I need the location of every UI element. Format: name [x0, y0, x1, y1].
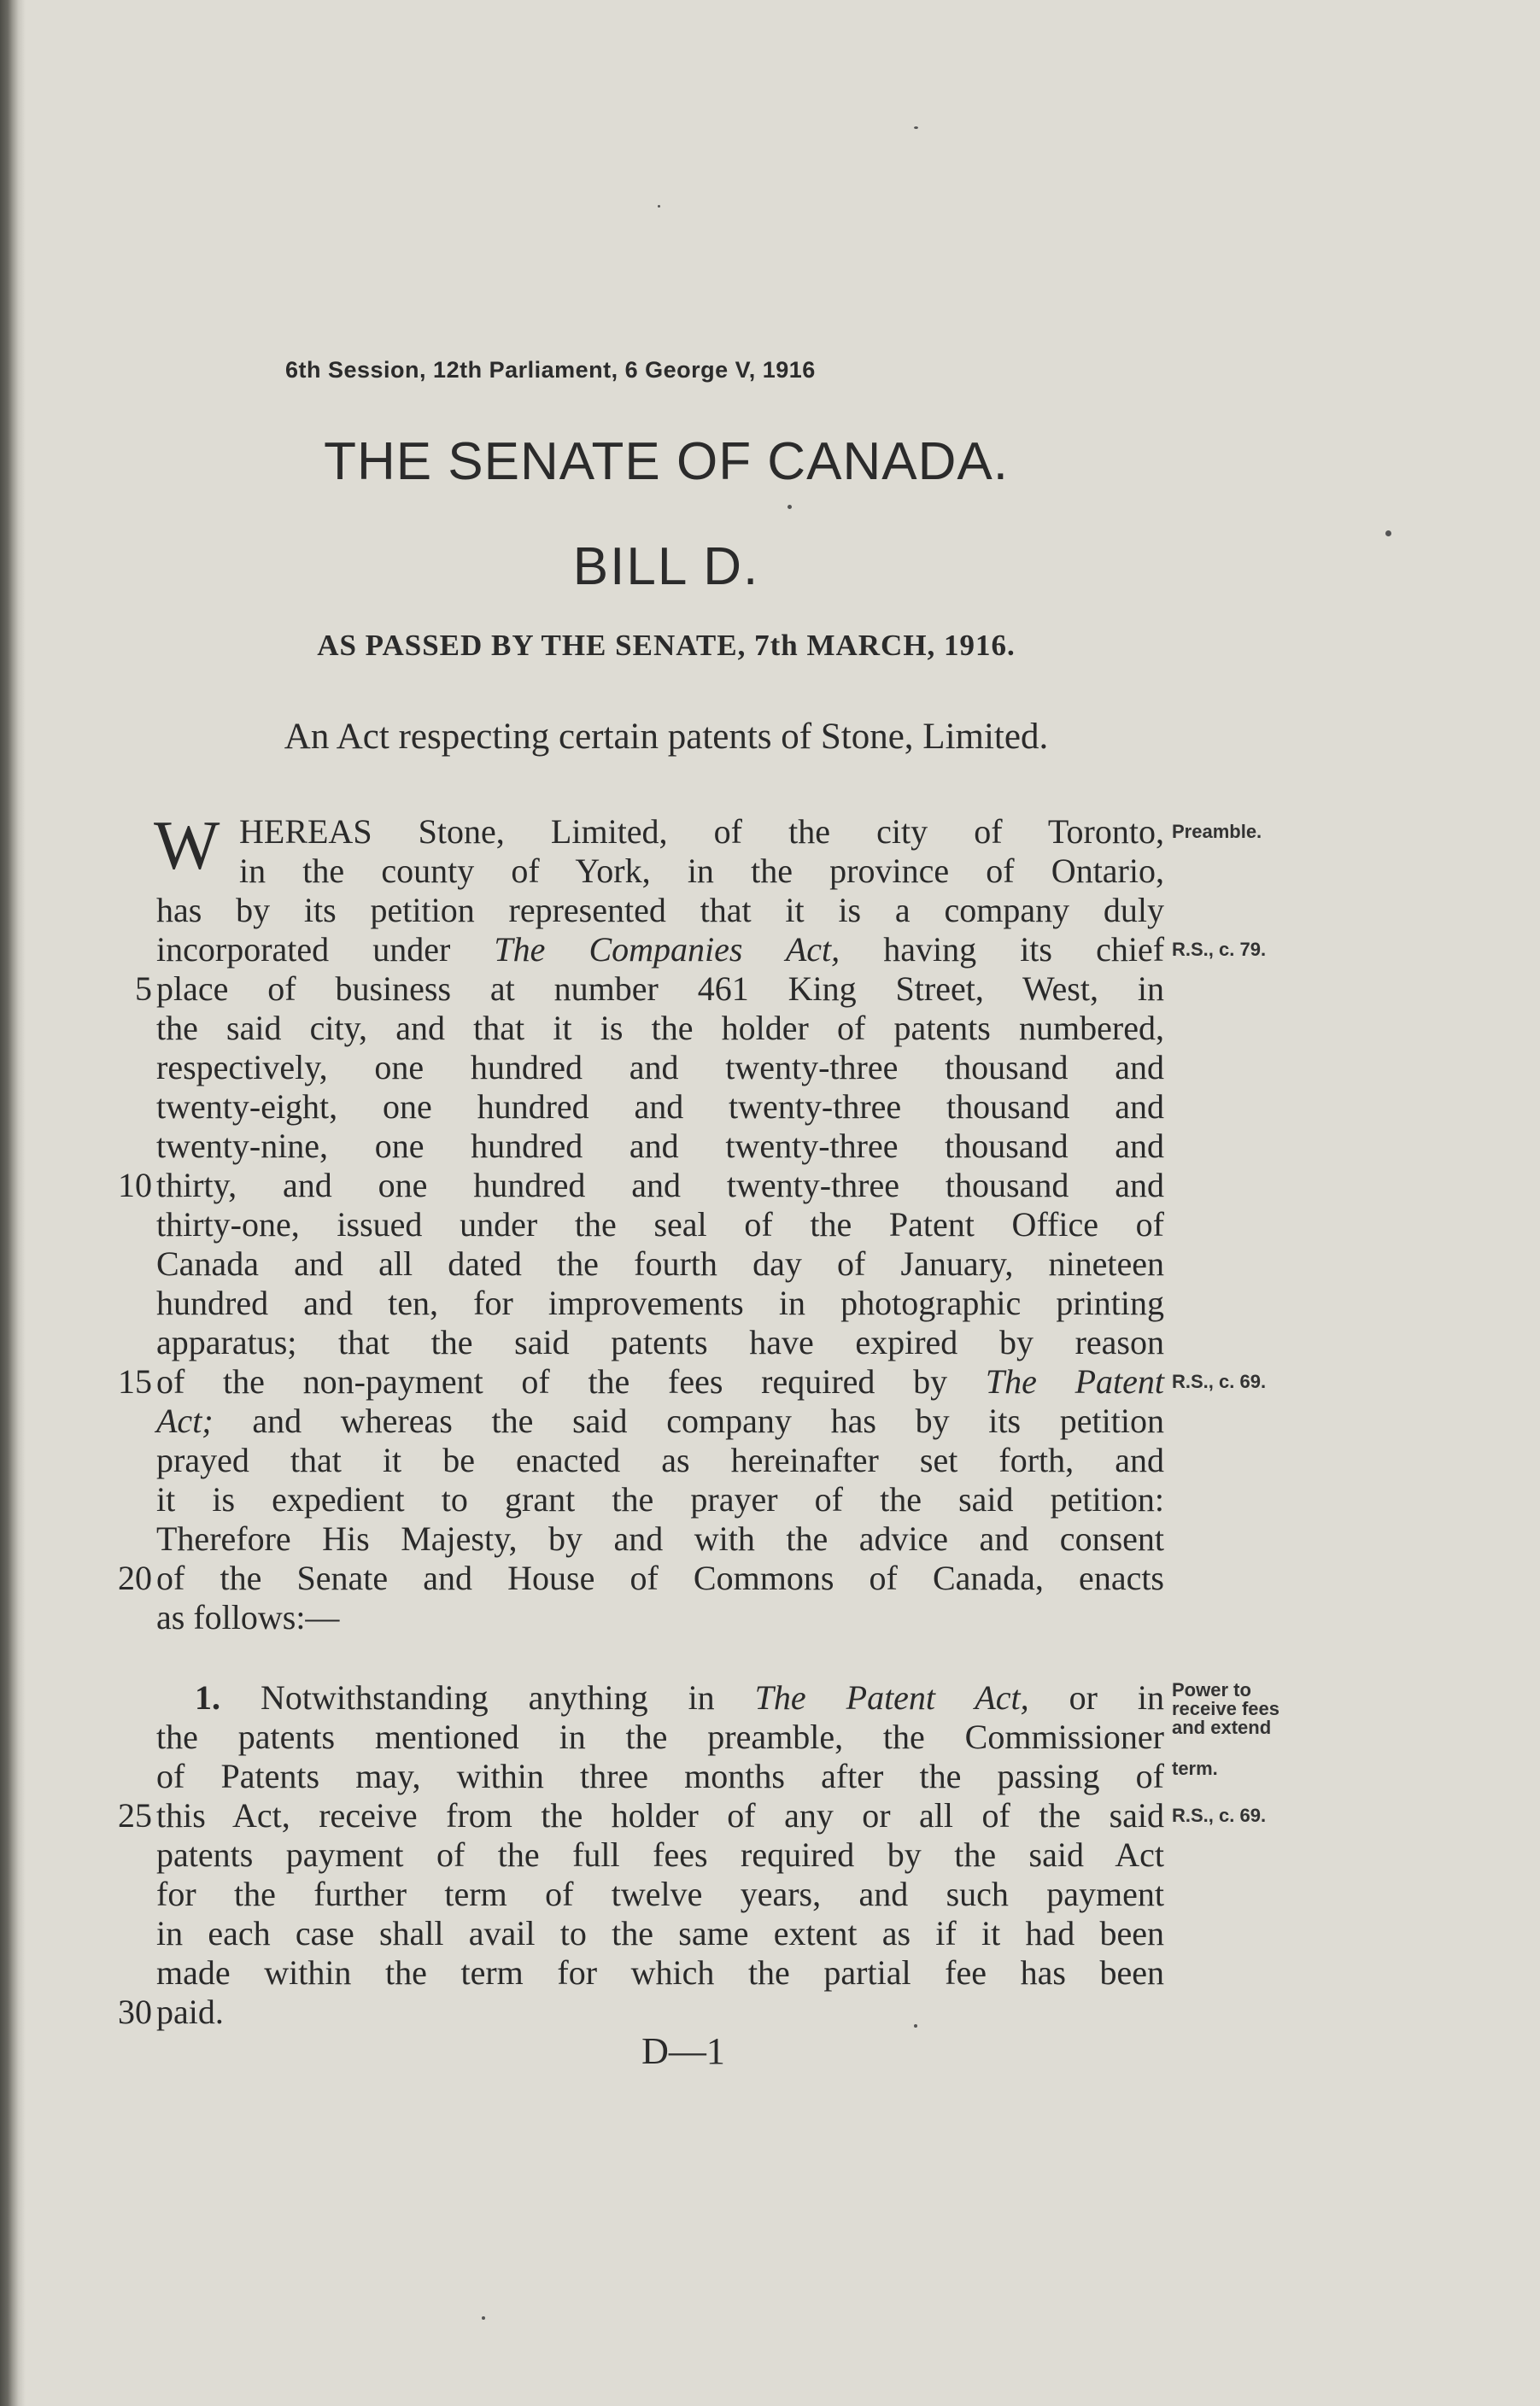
line-number: 5 — [135, 969, 152, 1008]
section-line: of Patents may, within three months after the passing of — [156, 1757, 1164, 1795]
preamble-line: in the county of York, in the province of Ontario, — [239, 852, 1164, 890]
preamble-line: twenty-eight, one hundred and twenty-three thousand and — [156, 1087, 1164, 1126]
preamble-line: thirty-one, issued under the seal of the Patent Office of — [156, 1205, 1164, 1244]
preamble-line: the said city, and that it is the holder of patents numbered, — [156, 1009, 1164, 1047]
margin-note-power: term. — [1172, 1758, 1218, 1779]
italic-act-name: The Companies Act, — [494, 930, 840, 969]
act-title: An Act respecting certain patents of Stone, Limited. — [284, 717, 1049, 757]
line-number: 20 — [118, 1559, 152, 1597]
preamble-line: prayed that it be enacted as hereinafter set forth, and — [156, 1441, 1164, 1479]
section-line: made within the term for which the partial fee has been — [156, 1953, 1164, 1992]
section-line: in each case shall avail to the same extent as if it had been — [156, 1914, 1164, 1952]
preamble-line: hundred and ten, for improvements in photographic printing — [156, 1284, 1164, 1322]
line-number: 25 — [118, 1796, 152, 1835]
preamble-line: HEREAS Stone, Limited, of the city of Toronto, — [239, 812, 1164, 851]
page-footer: D—1 — [641, 2030, 725, 2072]
drop-cap: W — [154, 806, 220, 884]
preamble-line: incorporated under The Companies Act, having its chief — [156, 930, 1165, 969]
line-number: 30 — [118, 1993, 152, 2031]
passed-line: AS PASSED BY THE SENATE, 7th MARCH, 1916. — [317, 629, 1016, 662]
line-number: 10 — [118, 1166, 152, 1204]
preamble-line: Act; and whereas the said company has by its petition — [156, 1402, 1164, 1440]
paper-speck — [788, 505, 792, 509]
senate-heading: THE SENATE OF CANADA. — [324, 432, 1009, 491]
preamble-line: of the Senate and House of Commons of Canada, enacts — [156, 1559, 1164, 1597]
line-number: 15 — [118, 1362, 152, 1401]
section-number: 1. — [195, 1678, 220, 1717]
margin-note-power: receive fees — [1172, 1698, 1279, 1719]
section-line: 1. Notwithstanding anything in The Patent Act, or in — [195, 1678, 1164, 1717]
preamble-line: place of business at number 461 King Street, West, in — [156, 969, 1164, 1008]
italic-act-name: Act; — [156, 1402, 214, 1440]
section-line: for the further term of twelve years, and such payment — [156, 1875, 1164, 1913]
preamble-line: apparatus; that the said patents have expired by reason — [156, 1323, 1164, 1361]
section-line: this Act, receive from the holder of any or all of the said — [156, 1796, 1164, 1835]
preamble-line: thirty, and one hundred and twenty-three thousand and — [156, 1166, 1164, 1204]
preamble-line: Canada and all dated the fourth day of January, nineteen — [156, 1244, 1164, 1283]
paper-speck — [914, 126, 918, 129]
margin-note-power: Power to — [1172, 1679, 1251, 1701]
bill-heading: BILL D. — [572, 537, 760, 596]
margin-note-rs: R.S., c. 69. — [1172, 1805, 1267, 1826]
preamble-line: respectively, one hundred and twenty-three thousand and — [156, 1048, 1164, 1086]
paper-speck — [1385, 530, 1391, 536]
section-line: the patents mentioned in the preamble, the Commissioner — [156, 1718, 1164, 1756]
italic-act-name: The Patent — [985, 1362, 1164, 1401]
paper-speck — [914, 2024, 917, 2028]
margin-note-rs: R.S., c. 69. — [1172, 1371, 1267, 1392]
preamble-line: it is expedient to grant the prayer of the said petition: — [156, 1480, 1164, 1519]
section-line: paid. — [156, 1993, 224, 2031]
margin-note-preamble: Preamble. — [1172, 821, 1262, 842]
session-line: 6th Session, 12th Parliament, 6 George V, 1916 — [285, 357, 816, 383]
preamble-line: has by its petition represented that it is a company duly — [156, 891, 1164, 929]
margin-note-rs: R.S., c. 79. — [1172, 939, 1267, 960]
preamble-line: of the non-payment of the fees required by The Patent — [156, 1362, 1164, 1401]
italic-act-name: The Patent Act, — [754, 1678, 1029, 1717]
preamble-line: twenty-nine, one hundred and twenty-three thousand and — [156, 1127, 1164, 1165]
margin-note-power: and extend — [1172, 1717, 1272, 1738]
preamble-line: Therefore His Majesty, by and with the advice and consent — [156, 1519, 1164, 1558]
preamble-line: as follows:— — [156, 1598, 340, 1636]
section-line: patents payment of the full fees required by the said Act — [156, 1835, 1164, 1874]
paper-speck — [482, 2316, 485, 2320]
paper-speck — [658, 205, 660, 208]
